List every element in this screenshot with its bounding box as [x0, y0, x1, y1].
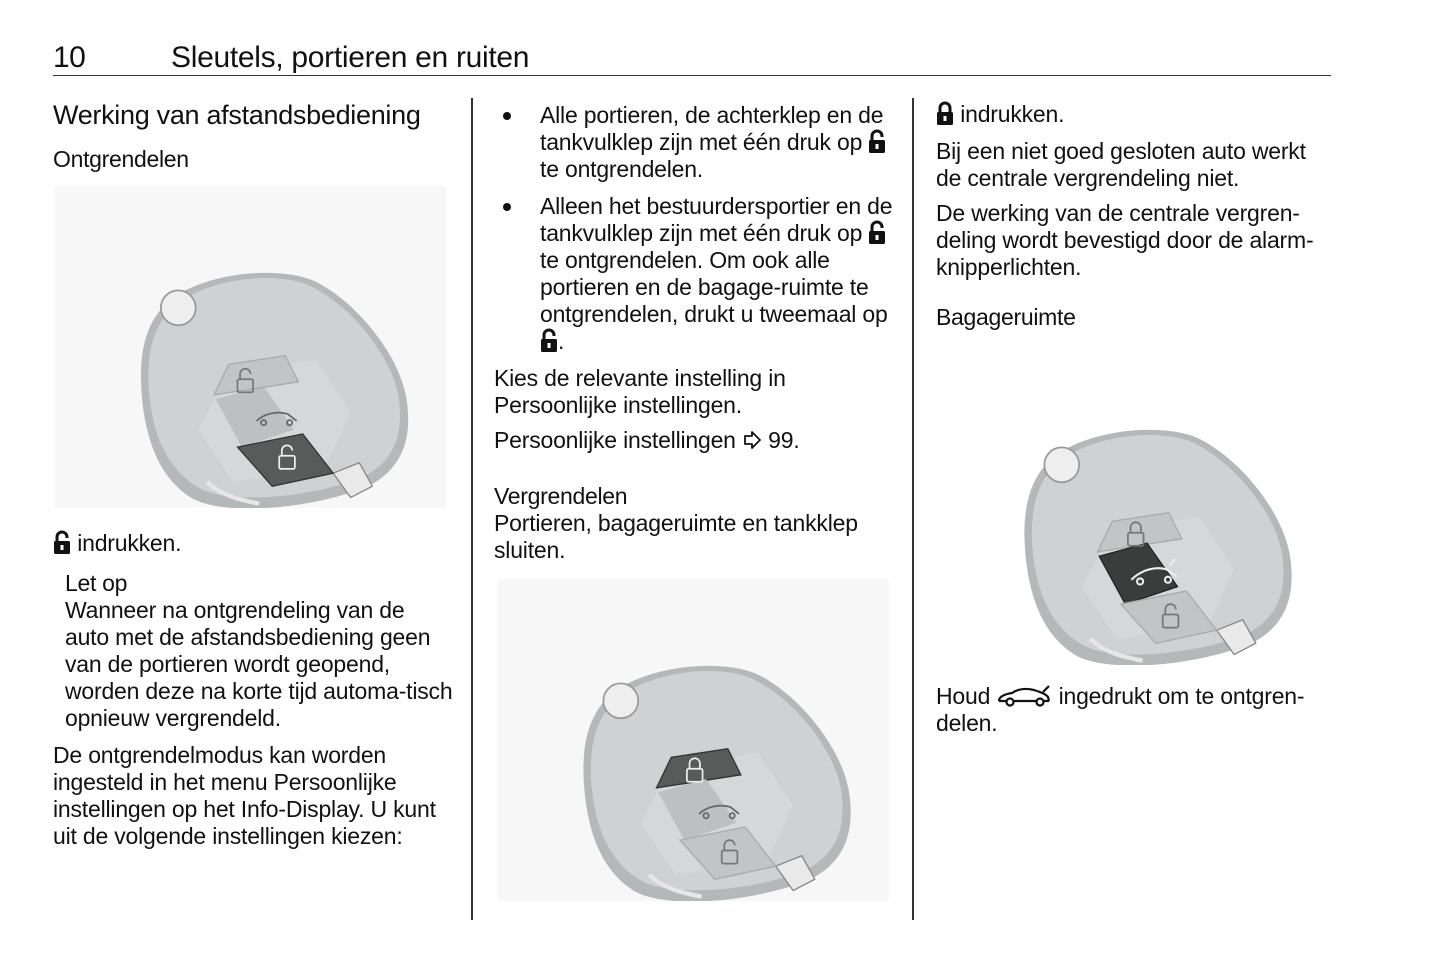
bullet-text: Alle portieren, de achterklep en de tankvulklep zijn met één druk op	[540, 102, 884, 155]
unlock-icon	[53, 530, 71, 554]
list-item	[494, 193, 894, 355]
section-title: Werking van afstandsbediening	[53, 100, 421, 130]
subheading-lock: Vergrendelen	[494, 483, 628, 509]
press-text: indrukken.	[71, 530, 182, 556]
unlock-icon	[540, 328, 558, 352]
confirmation-paragraph: De werking van de centrale vergren-deling wordt bevestigd door de alarm-knipperlichten.	[936, 200, 1314, 280]
unlock-icon	[868, 220, 886, 244]
choose-setting-paragraph: Kies de relevante instelling in Persoonlijke instellingen.	[494, 365, 786, 418]
bullet-text: .	[558, 328, 565, 354]
press-text: indrukken.	[954, 101, 1065, 127]
column-divider	[912, 98, 914, 920]
subheading-luggage: Bagageruimte	[936, 304, 1076, 330]
cross-reference	[494, 427, 894, 454]
hold-text: Houd	[936, 683, 997, 709]
column-middle	[494, 98, 894, 901]
column-divider	[471, 98, 473, 920]
note-text: Wanneer na ontgrendeling van de auto met de afstandsbediening geen van de portieren wordt geopend, worden deze na korte tijd automa-tisch opnieuw vergrendeld.	[65, 597, 453, 731]
unlock-options-list	[494, 102, 894, 355]
reference-text: Persoonlijke instellingen	[494, 427, 736, 453]
lock-paragraph: Portieren, bagageruimte en tankklep sluiten.	[494, 510, 858, 563]
bullet-text: te ontgrendelen.	[540, 156, 704, 182]
bullet-text: te ontgrendelen. Om ook alle portieren en de bagage-ruimte te ontgrendelen, drukt u tweemaal op	[540, 247, 888, 327]
bullet-point	[503, 112, 511, 120]
press-unlock-instruction	[53, 530, 453, 557]
page-header	[53, 42, 1331, 76]
list-item	[494, 102, 894, 183]
page-reference-arrow-icon	[742, 430, 762, 450]
key-fob-trunk-figure	[936, 343, 1332, 665]
hold-trunk-instruction	[936, 683, 1336, 737]
reference-page: 99.	[761, 427, 800, 453]
column-right	[936, 98, 1336, 737]
press-lock-instruction	[936, 101, 1336, 128]
trunk-car-icon	[996, 684, 1052, 708]
subheading-unlock: Ontgrendelen	[53, 146, 189, 172]
key-fob-lock-figure	[494, 579, 892, 901]
unlock-mode-paragraph: De ontgrendelmodus kan worden ingesteld in het menu Persoonlijke instellingen op het Info-Display. U kunt uit de volgende instellingen kiezen:	[53, 742, 436, 849]
key-fob-unlock-figure	[53, 186, 448, 508]
chapter-title: Sleutels, portieren en ruiten	[171, 41, 530, 74]
unlock-icon	[868, 129, 886, 153]
bullet-text: Alleen het bestuurdersportier en de tankvulklep zijn met één druk op	[540, 193, 893, 246]
hold-text: ingedrukt om te ontgren-delen.	[936, 683, 1305, 736]
lock-icon	[936, 101, 954, 125]
note-box	[53, 569, 453, 732]
column-left	[53, 98, 453, 850]
bullet-point	[503, 203, 511, 211]
not-closed-paragraph: Bij een niet goed gesloten auto werkt de centrale vergrendeling niet.	[936, 138, 1306, 191]
page-number: 10	[53, 41, 86, 74]
note-title: Let op	[65, 570, 128, 596]
